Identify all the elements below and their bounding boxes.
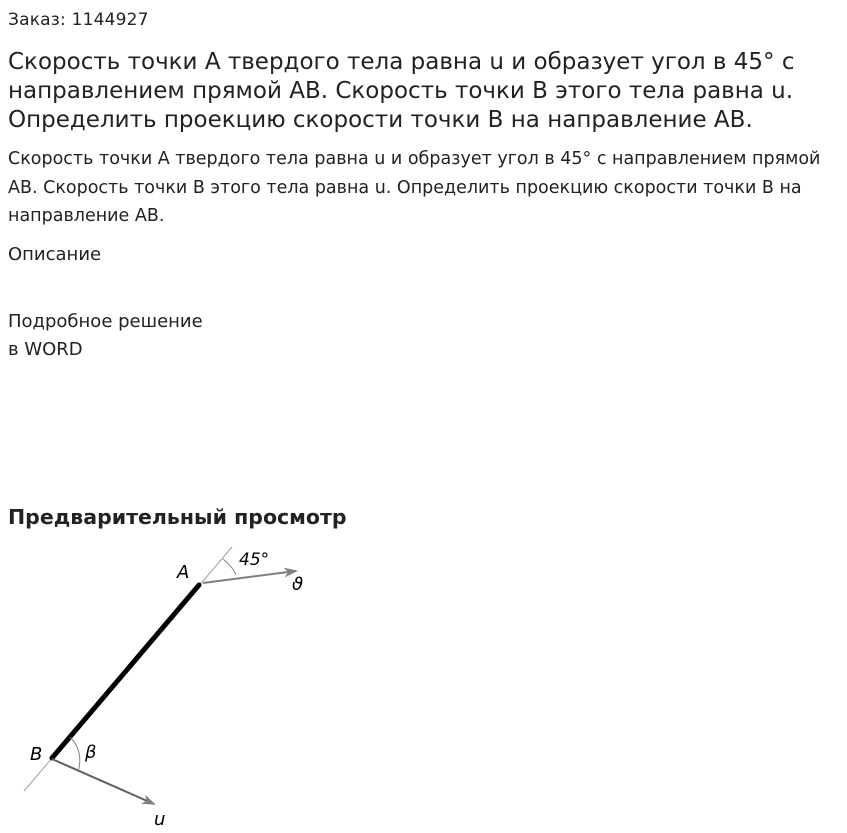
order-number: Заказ: 1144927 bbox=[8, 10, 149, 30]
label-angle-a: 45° bbox=[239, 550, 270, 570]
label-angle-b: β bbox=[85, 742, 97, 763]
preview-heading: Предварительный просмотр bbox=[8, 505, 347, 529]
label-velocity-b: u bbox=[154, 809, 166, 830]
label-point-b: B bbox=[30, 744, 43, 765]
solution-note bbox=[8, 308, 203, 364]
label-velocity-a: ϑ bbox=[292, 574, 304, 595]
preview-figure bbox=[0, 535, 340, 833]
angle-arc-a bbox=[223, 559, 236, 575]
velocity-arrow-b bbox=[52, 759, 154, 804]
page-title: Скорость точки А твердого тела равна u и образует угол в 45° с направлением прямой АВ. Скорость точки В этого тела равна u. Определить проекцию скорости точки В на направление АВ. bbox=[8, 49, 795, 133]
solution-line-2: в WORD bbox=[8, 339, 83, 360]
velocity-arrow-a bbox=[203, 571, 296, 583]
solution-line-1: Подробное решение bbox=[8, 311, 203, 332]
label-point-a: A bbox=[177, 562, 190, 583]
problem-description: Скорость точки А твердого тела равна u и образует угол в 45° с направлением прямой АВ. Скорость точки В этого тела равна u. Определить проекцию скорости точки В на направление АВ. bbox=[8, 149, 821, 226]
description-section-label: Описание bbox=[8, 244, 102, 265]
rod-ab bbox=[52, 585, 199, 758]
